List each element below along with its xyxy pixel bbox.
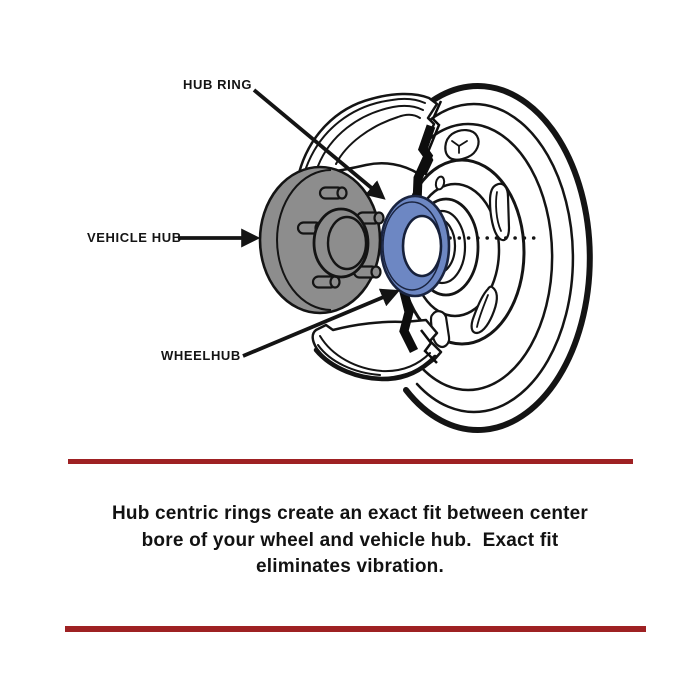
caption-line: eliminates vibration. [256,556,444,577]
divider-line-top [68,459,633,464]
vehicle-hub-label: VEHICLE HUB [87,230,182,245]
divider-line-bottom [65,626,646,632]
hub-ring-label: HUB RING [183,77,253,92]
wheelhub-label: WHEELHUB [161,348,241,363]
rim-barrel-bottom-piece [313,320,441,379]
caption-line: Hub centric rings create an exact fit between center [111,503,589,524]
caption [0,501,700,581]
hub-ring-part [381,196,449,296]
caption-line: bore of your wheel and vehicle hub. Exact fit [141,529,559,551]
rim-barrel-top-piece [299,94,437,174]
vehicle-hub-part [260,167,384,313]
